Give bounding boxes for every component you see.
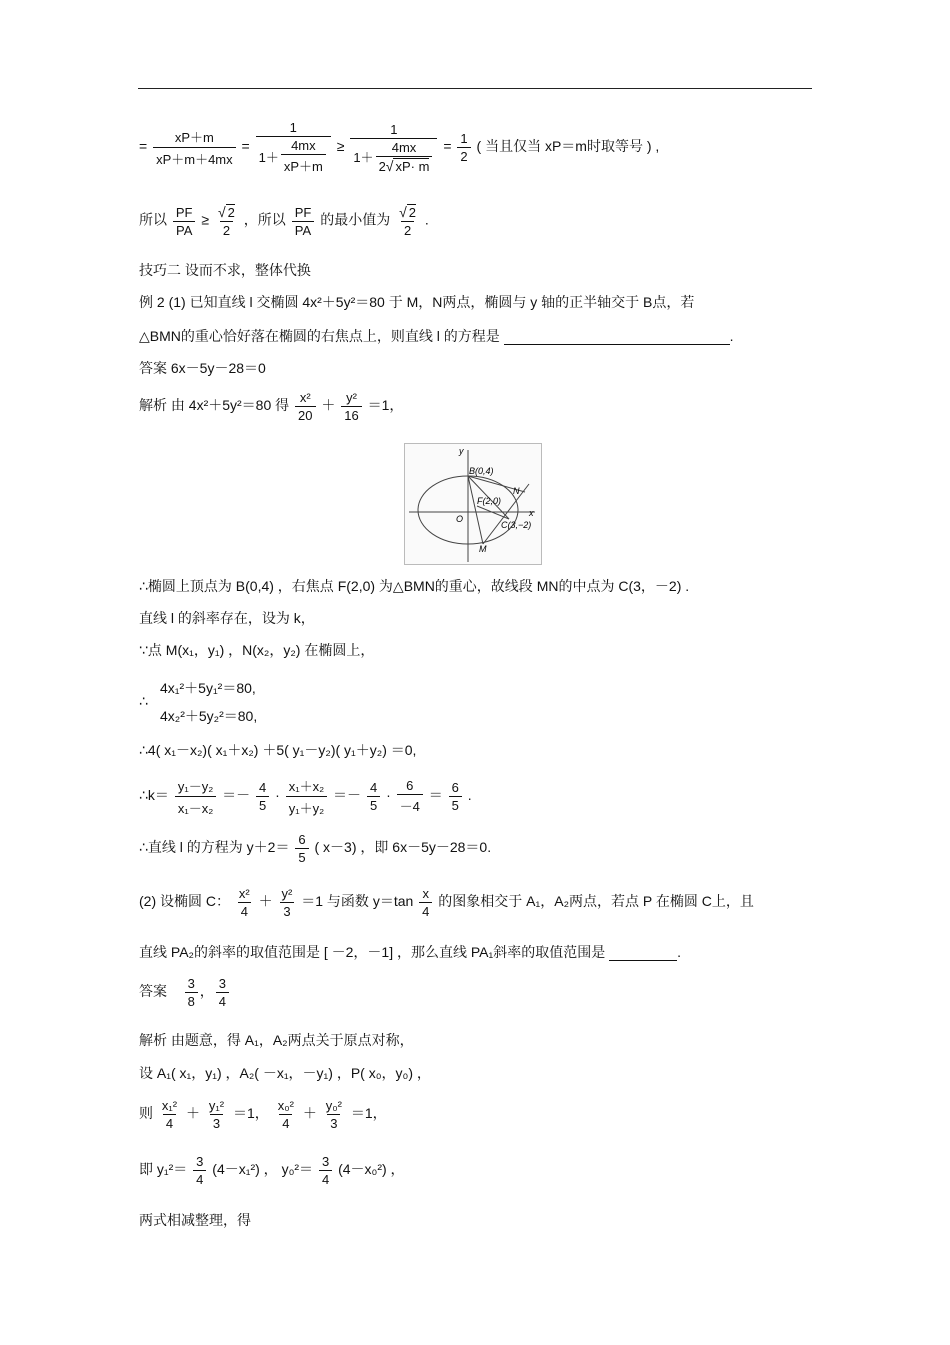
text-line-9: 直线 l 的斜率存在，设为 k， (139, 610, 315, 626)
eq-line-20: 即 y₁²＝ $\frac{3}{4}$ (4－x₁²) ， y₀²＝ $\frac{3}{4}$ (4－x₀²) ， (139, 1154, 405, 1187)
text-line-8: ∴椭圆上顶点为 B(0,4) ，右焦点 F(2,0) 为△BMN的重心，故线段 MN的中点为 C(3，－2) . (139, 578, 690, 594)
text-line-17: 解析 由题意，得 A₁，A₂两点关于原点对称， (139, 1032, 414, 1048)
text-line-21: 两式相减整理，得 (139, 1212, 251, 1228)
example-line-2: △BMN的重心恰好落在椭圆的右焦点上，则直线 l 的方程是 . (139, 328, 734, 344)
answer-blank-2 (609, 944, 677, 961)
ellipse-diagram (405, 444, 541, 564)
segment-mn (483, 484, 532, 544)
answer-blank (504, 328, 730, 345)
segment-bm (468, 476, 483, 544)
ellipse-figure (404, 443, 542, 565)
system-eq-2: 4x₂²＋5y₂²＝80, (160, 708, 258, 724)
label-b: B(0,4) (469, 466, 494, 476)
text-line-10: ∵点 M(x₁，y₁) ，N(x₂，y₂) 在椭圆上， (139, 642, 375, 658)
label-y: y (459, 446, 464, 456)
label-n: N (513, 486, 520, 496)
example-line-1: 例 2 (1) 已知直线 l 交椭圆 4x²＋5y²＝80 于 M，N两点，椭圆与 y 轴的正半轴交于 B点，若 (139, 294, 695, 310)
answer-line: 答案 6x－5y－28＝0 (139, 360, 266, 376)
header-rule (138, 88, 812, 89)
text-line-18: 设 A₁( x₁，y₁) ，A₂( －x₁，－y₁) ，P( x₀，y₀) ， (139, 1065, 431, 1081)
label-m: M (479, 544, 487, 554)
analysis-line: 解析 由 4x²＋5y²＝80 得 $\frac{\text{x²}}{20}$ ＋ $\frac{\text{y²}}{16}$ ＝1， (139, 390, 404, 423)
therefore-symbol: ∴ (139, 693, 148, 709)
answer-line-2: 答案 $\frac{3}{8}$ ， $\frac{3}{4}$ (139, 976, 231, 1009)
eq-line-2: 所以 $\frac{PF}{PA}$ ≥ $\frac{√ 2}{2}$ ，所以 $\frac{PF}{PA}$ 的最小值为 $\frac{√ 2}{2}$ . (139, 204, 429, 238)
slope-line: ∴k＝ $\frac{\text{y₁－y₂}}{\text{x₁－x₂}}$ ＝－ $\frac{4}{5}$ · $\frac{\text{x₁＋x₂}}{\text{y₁＋y₂}}$ ＝－ $\frac{4}{5}$ · $\frac{6}{-4}$ ＝ $\frac{6}{5}$ . (139, 778, 472, 816)
example-part2-line-2: 直线 PA₂的斜率的取值范围是 [ －2，－1] ，那么直线 PA₁斜率的取值范围是 . (139, 944, 682, 960)
eq-line-19: 则 $\frac{\text{x₁²}}{4}$ ＋ $\frac{\text{y₁²}}{3}$ ＝1， $\frac{\text{x₀²}}{4}$ ＋ $\frac{\text{y₀²}}{3}$ ＝1， (139, 1098, 387, 1131)
label-o: O (456, 514, 464, 524)
line-equation: ∴直线 l 的方程为 y＋2＝ $\frac{6}{5}$ ( x－3) ，即 6x－5y－28＝0. (139, 832, 492, 865)
label-x: x (529, 508, 534, 518)
example-part2-line-1: (2) 设椭圆 C： $\frac{\text{x²}}{4}$ ＋ $\frac{\text{y²}}{3}$ ＝1 与函数 y＝tan $\frac{x}{4}$ 的图象相交于 A₁，A₂两点，若点 P 在椭圆 C上，且 (139, 886, 754, 919)
system-eq-1: 4x₁²＋5y₁²＝80, (160, 680, 256, 696)
text-line-11: ∴4( x₁－x₂)( x₁＋x₂) ＋5( y₁－y₂)( y₁＋y₂) ＝0, (139, 742, 417, 758)
label-f: F(2,0) (477, 496, 502, 506)
label-c: C(3,−2) (501, 520, 532, 530)
eq-line-1: = $\frac{xP+m}{xP+m+4mx}$ = 1 1＋ $\frac{4mx}{xP+m}$ ≥ 1 1＋ $\frac{4mx}{2√ xP\cdot m}$ = $\frac{1}{2}$ ( 当且仅当 xP＝m时取等号 ) , (139, 120, 660, 174)
technique-heading: 技巧二 设而不求，整体代换 (139, 262, 311, 278)
